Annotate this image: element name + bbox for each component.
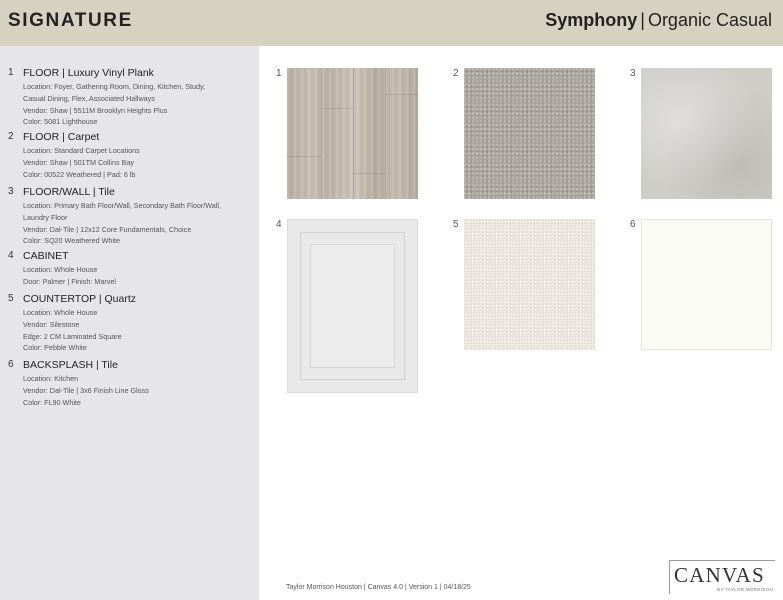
spec-line: Vendor: Shaw | 501TM Collins Bay bbox=[23, 157, 134, 167]
canvas-logo bbox=[669, 560, 775, 594]
spec-line: Vendor: Shaw | 5511M Brooklyn Heights Plus bbox=[23, 105, 168, 115]
collection-separator: | bbox=[640, 10, 645, 30]
spec-number: 6 bbox=[8, 359, 14, 370]
swatch-number: 5 bbox=[453, 219, 459, 230]
spec-line: Edge: 2 CM Laminated Square bbox=[23, 331, 122, 341]
spec-line: Location: Kitchen bbox=[23, 374, 79, 383]
spec-line: Color: 00522 Weathered | Pad: 6 lb bbox=[23, 169, 136, 179]
spec-details bbox=[23, 307, 253, 354]
spec-number: 3 bbox=[8, 186, 14, 197]
spec-line: Location: Primary Bath Floor/Wall, Secondary Bath Floor/Wall, bbox=[23, 201, 221, 210]
spec-line: Color: Pebble White bbox=[23, 343, 87, 353]
swatch-backsplash-tile bbox=[641, 219, 772, 350]
collection-style: Organic Casual bbox=[647, 10, 772, 30]
footer-version-text: Taylor Morrison Houston | Canvas 4.0 | Version 1 | 04/18/25 bbox=[286, 584, 471, 591]
spec-line: Laundry Floor bbox=[23, 212, 68, 222]
spec-line: Color: SQ20 Weathered White bbox=[23, 236, 120, 246]
spec-details bbox=[23, 373, 253, 408]
spec-title: CABINET bbox=[23, 250, 69, 262]
spec-number: 5 bbox=[8, 293, 14, 304]
swatch-number: 4 bbox=[276, 219, 282, 230]
brand-title: SIGNATURE bbox=[8, 10, 133, 31]
swatch-quartz-countertop bbox=[464, 219, 595, 350]
logo-subtitle: BY TAYLOR MORRISON bbox=[717, 587, 773, 592]
spec-line: Vendor: Dal-Tile | 12x12 Core Fundamentals, Choice bbox=[23, 224, 192, 234]
collection-name: Symphony bbox=[545, 10, 638, 30]
spec-details bbox=[23, 200, 253, 247]
spec-line: Location: Whole House bbox=[23, 308, 98, 317]
spec-line: Casual Dining, Flex, Associated Hallways bbox=[23, 93, 155, 103]
page-header bbox=[0, 0, 783, 46]
spec-title: FLOOR | Luxury Vinyl Plank bbox=[23, 67, 154, 79]
spec-line: Location: Foyer, Gathering Room, Dining, Kitchen, Study, bbox=[23, 82, 206, 91]
swatch-number: 6 bbox=[630, 219, 636, 230]
swatch-number: 2 bbox=[453, 68, 459, 79]
spec-title: BACKSPLASH | Tile bbox=[23, 359, 118, 371]
swatch-cabinet-door bbox=[287, 219, 418, 393]
spec-title: COUNTERTOP | Quartz bbox=[23, 293, 137, 305]
swatch-carpet bbox=[464, 68, 595, 199]
spec-number: 1 bbox=[8, 67, 14, 78]
spec-sidebar bbox=[0, 46, 259, 600]
cabinet-door-panel bbox=[310, 244, 395, 368]
spec-title: FLOOR/WALL | Tile bbox=[23, 186, 115, 198]
swatch-number: 1 bbox=[276, 68, 282, 79]
spec-details bbox=[23, 145, 253, 180]
spec-details bbox=[23, 81, 253, 128]
spec-line: Color: FL90 White bbox=[23, 397, 81, 407]
spec-title: FLOOR | Carpet bbox=[23, 131, 100, 143]
spec-line: Color: 5081 Lighthouse bbox=[23, 117, 98, 127]
spec-line: Vendor: Dal-Tile | 3x6 Finish Line Gloss bbox=[23, 385, 149, 395]
spec-line: Location: Whole House bbox=[23, 265, 98, 274]
logo-wordmark: CANVAS bbox=[674, 563, 765, 587]
spec-line: Location: Standard Carpet Locations bbox=[23, 146, 140, 155]
spec-number: 2 bbox=[8, 131, 14, 142]
swatch-floor-wall-tile bbox=[641, 68, 772, 199]
collection-title bbox=[545, 10, 772, 31]
spec-details bbox=[23, 264, 253, 288]
spec-number: 4 bbox=[8, 250, 14, 261]
spec-line: Door: Palmer | Finish: Marvel bbox=[23, 276, 116, 286]
swatch-number: 3 bbox=[630, 68, 636, 79]
spec-line: Vendor: Silestone bbox=[23, 319, 80, 329]
swatch-luxury-vinyl-plank bbox=[287, 68, 418, 199]
